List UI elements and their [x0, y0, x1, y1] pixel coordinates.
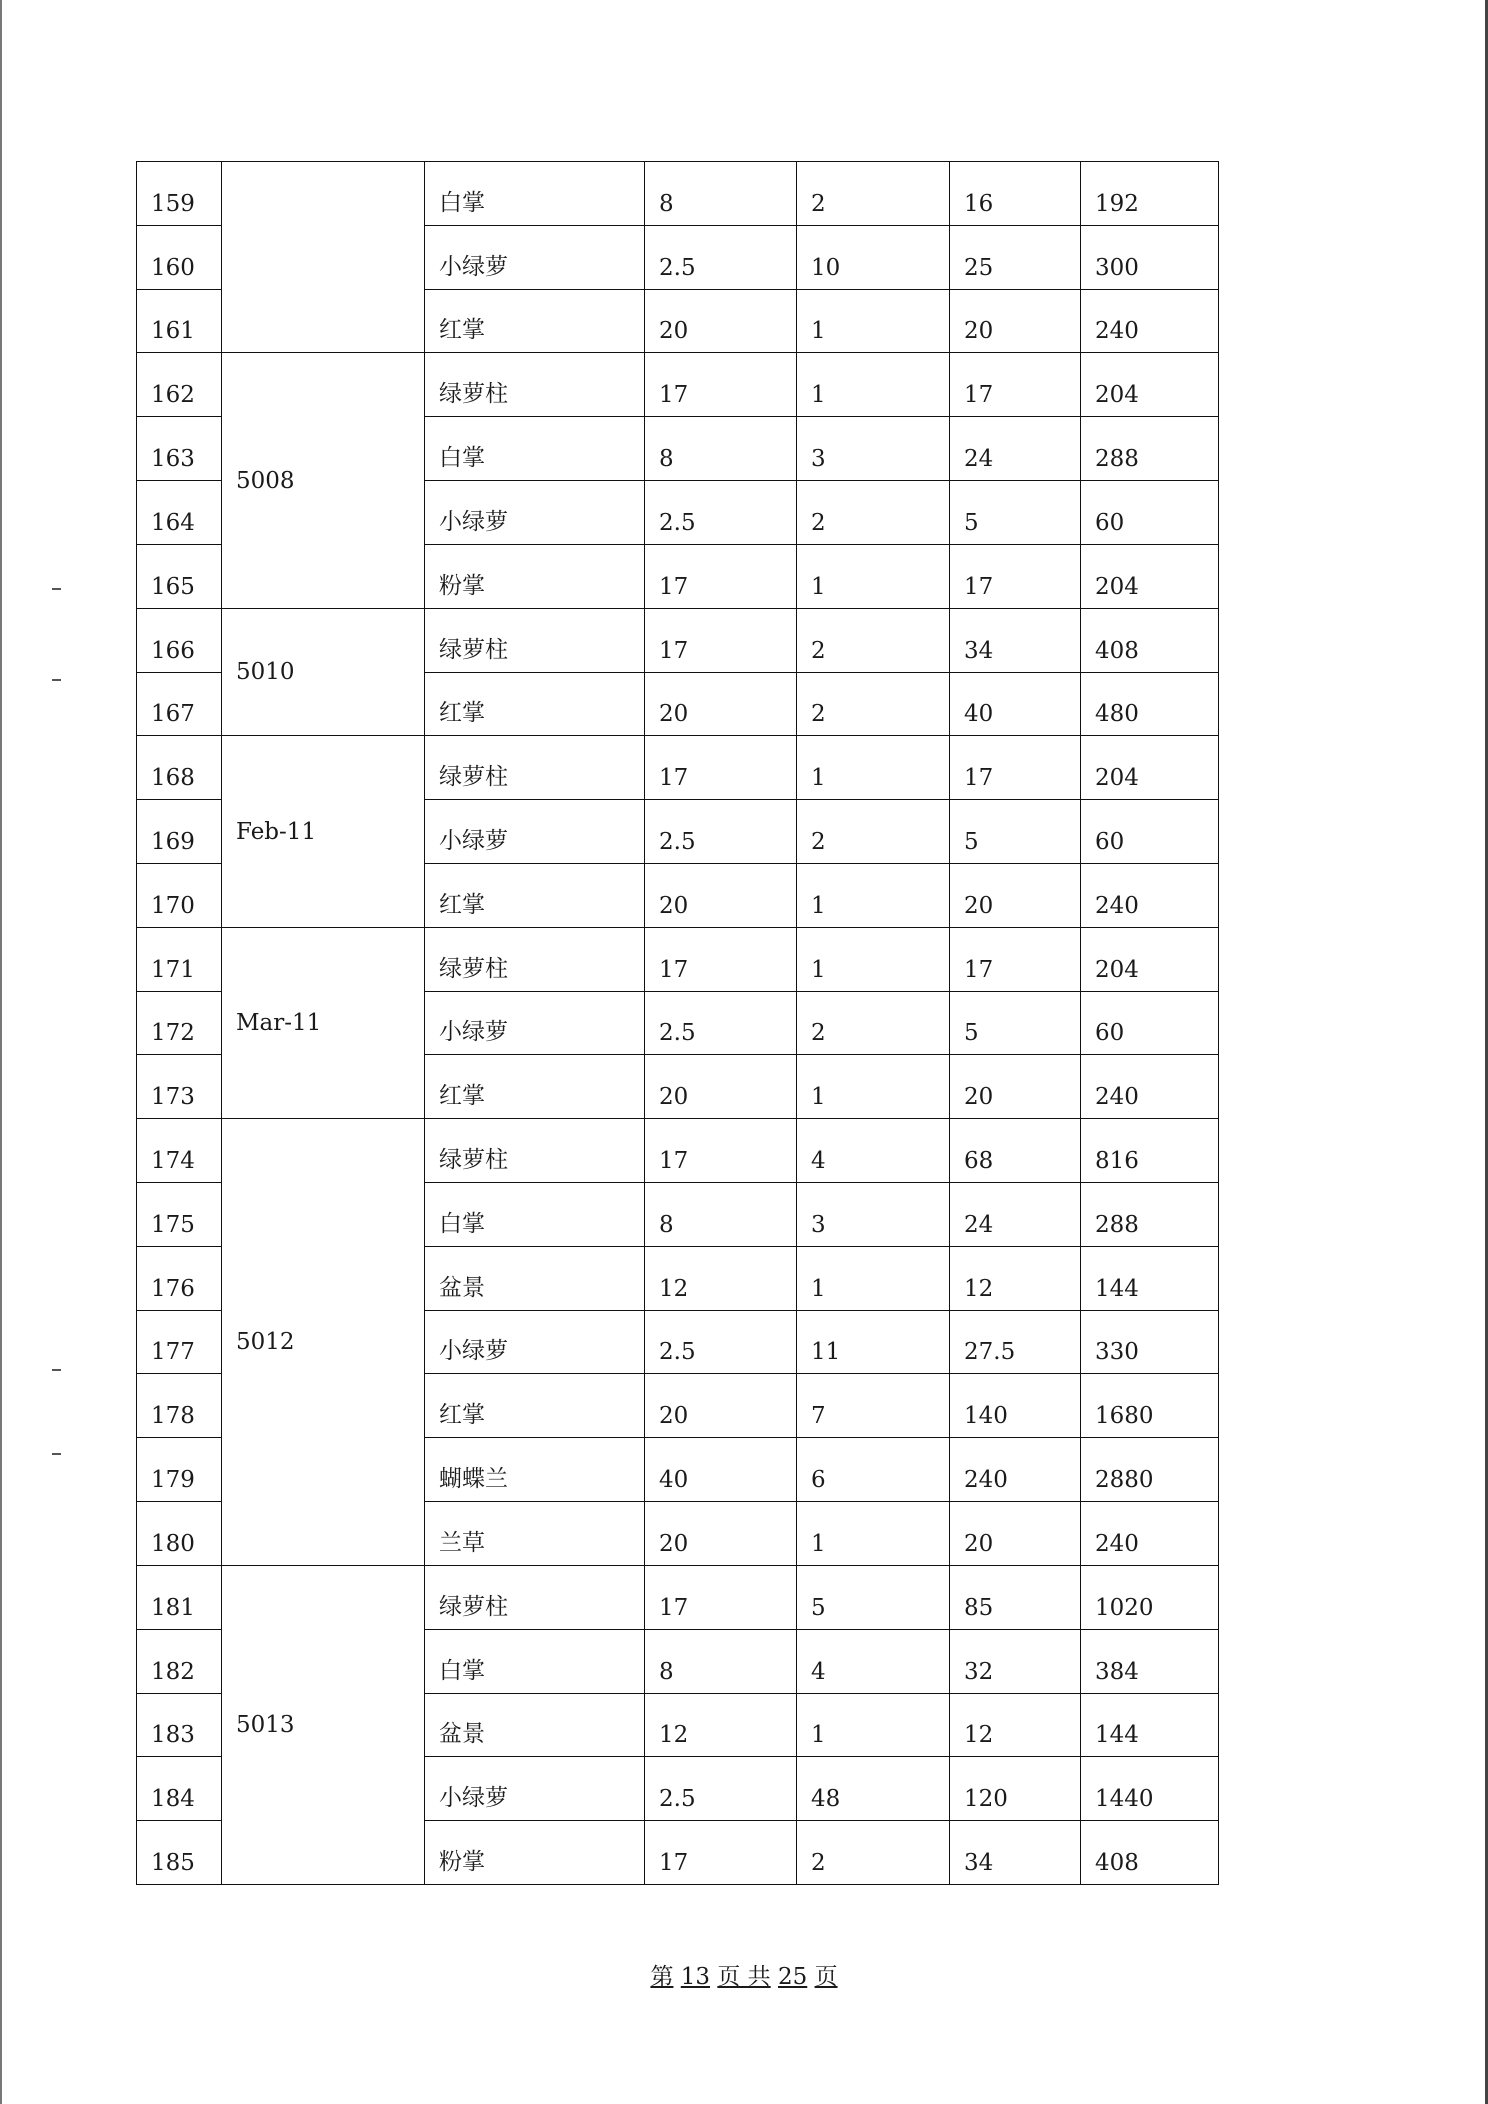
row-number-cell: 168	[137, 736, 222, 800]
row-number-cell: 185	[137, 1821, 222, 1885]
table-body	[137, 162, 1219, 1885]
unit-price-cell: 12	[645, 1693, 797, 1757]
quantity-cell: 2	[797, 991, 950, 1055]
total-cell: 60	[1081, 991, 1219, 1055]
quantity-cell: 2	[797, 1821, 950, 1885]
scan-mark	[52, 588, 61, 590]
quantity-cell: 2	[797, 800, 950, 864]
item-name-cell: 白掌	[425, 1629, 645, 1693]
scan-mark	[52, 1369, 61, 1371]
subtotal-cell: 24	[950, 417, 1081, 481]
quantity-cell: 48	[797, 1757, 950, 1821]
group-code-cell: Mar-11	[222, 927, 425, 1118]
unit-price-cell: 17	[645, 927, 797, 991]
row-number-cell: 173	[137, 1055, 222, 1119]
row-number-cell: 179	[137, 1438, 222, 1502]
total-cell: 1020	[1081, 1565, 1219, 1629]
total-cell: 240	[1081, 1055, 1219, 1119]
total-cell: 204	[1081, 927, 1219, 991]
quantity-cell: 1	[797, 544, 950, 608]
quantity-cell: 1	[797, 736, 950, 800]
subtotal-cell: 17	[950, 927, 1081, 991]
item-name-cell: 红掌	[425, 863, 645, 927]
item-name-cell: 蝴蝶兰	[425, 1438, 645, 1502]
row-number-cell: 177	[137, 1310, 222, 1374]
unit-price-cell: 8	[645, 162, 797, 226]
subtotal-cell: 24	[950, 1183, 1081, 1247]
total-cell: 144	[1081, 1693, 1219, 1757]
unit-price-cell: 20	[645, 289, 797, 353]
unit-price-cell: 2.5	[645, 991, 797, 1055]
item-name-cell: 白掌	[425, 417, 645, 481]
subtotal-cell: 85	[950, 1565, 1081, 1629]
unit-price-cell: 2.5	[645, 1310, 797, 1374]
row-number-cell: 184	[137, 1757, 222, 1821]
quantity-cell: 10	[797, 225, 950, 289]
row-number-cell: 181	[137, 1565, 222, 1629]
subtotal-cell: 12	[950, 1246, 1081, 1310]
row-number-cell: 159	[137, 162, 222, 226]
quantity-cell: 1	[797, 353, 950, 417]
subtotal-cell: 20	[950, 1055, 1081, 1119]
scan-mark	[52, 679, 61, 681]
quantity-cell: 2	[797, 481, 950, 545]
row-number-cell: 176	[137, 1246, 222, 1310]
unit-price-cell: 40	[645, 1438, 797, 1502]
subtotal-cell: 5	[950, 991, 1081, 1055]
unit-price-cell: 20	[645, 1502, 797, 1566]
item-table	[136, 161, 1219, 1885]
group-code-cell	[222, 162, 425, 353]
item-name-cell: 小绿萝	[425, 1757, 645, 1821]
quantity-cell: 1	[797, 1246, 950, 1310]
group-code-cell: 5012	[222, 1119, 425, 1566]
item-name-cell: 红掌	[425, 1055, 645, 1119]
total-cell: 1440	[1081, 1757, 1219, 1821]
subtotal-cell: 20	[950, 289, 1081, 353]
item-name-cell: 兰草	[425, 1502, 645, 1566]
total-cell: 480	[1081, 672, 1219, 736]
total-cell: 408	[1081, 608, 1219, 672]
total-cell: 384	[1081, 1629, 1219, 1693]
unit-price-cell: 17	[645, 1119, 797, 1183]
page-left-edge	[0, 0, 2, 2104]
unit-price-cell: 20	[645, 672, 797, 736]
item-name-cell: 小绿萝	[425, 991, 645, 1055]
row-number-cell: 167	[137, 672, 222, 736]
quantity-cell: 3	[797, 417, 950, 481]
unit-price-cell: 17	[645, 608, 797, 672]
quantity-cell: 4	[797, 1629, 950, 1693]
unit-price-cell: 2.5	[645, 800, 797, 864]
table-row	[137, 1119, 1219, 1183]
item-name-cell: 粉掌	[425, 1821, 645, 1885]
item-name-cell: 绿萝柱	[425, 353, 645, 417]
total-cell: 60	[1081, 481, 1219, 545]
quantity-cell: 1	[797, 927, 950, 991]
row-number-cell: 182	[137, 1629, 222, 1693]
total-cell: 144	[1081, 1246, 1219, 1310]
total-cell: 300	[1081, 225, 1219, 289]
total-cell: 2880	[1081, 1438, 1219, 1502]
unit-price-cell: 8	[645, 1629, 797, 1693]
row-number-cell: 171	[137, 927, 222, 991]
quantity-cell: 2	[797, 608, 950, 672]
item-name-cell: 盆景	[425, 1246, 645, 1310]
subtotal-cell: 17	[950, 544, 1081, 608]
subtotal-cell: 16	[950, 162, 1081, 226]
quantity-cell: 2	[797, 162, 950, 226]
subtotal-cell: 40	[950, 672, 1081, 736]
quantity-cell: 1	[797, 1055, 950, 1119]
row-number-cell: 165	[137, 544, 222, 608]
item-name-cell: 绿萝柱	[425, 1565, 645, 1629]
row-number-cell: 170	[137, 863, 222, 927]
subtotal-cell: 25	[950, 225, 1081, 289]
subtotal-cell: 32	[950, 1629, 1081, 1693]
table-row	[137, 927, 1219, 991]
total-cell: 240	[1081, 1502, 1219, 1566]
item-name-cell: 小绿萝	[425, 225, 645, 289]
total-cell: 1680	[1081, 1374, 1219, 1438]
subtotal-cell: 34	[950, 608, 1081, 672]
quantity-cell: 5	[797, 1565, 950, 1629]
scan-mark	[52, 1453, 61, 1455]
item-name-cell: 绿萝柱	[425, 1119, 645, 1183]
footer-suffix: 页	[814, 1964, 838, 1990]
total-cell: 204	[1081, 544, 1219, 608]
item-name-cell: 白掌	[425, 1183, 645, 1247]
item-name-cell: 白掌	[425, 162, 645, 226]
item-name-cell: 小绿萝	[425, 481, 645, 545]
row-number-cell: 161	[137, 289, 222, 353]
total-cell: 60	[1081, 800, 1219, 864]
item-name-cell: 小绿萝	[425, 1310, 645, 1374]
row-number-cell: 175	[137, 1183, 222, 1247]
row-number-cell: 180	[137, 1502, 222, 1566]
item-name-cell: 红掌	[425, 1374, 645, 1438]
group-code-cell: Feb-11	[222, 736, 425, 927]
total-cell: 816	[1081, 1119, 1219, 1183]
quantity-cell: 3	[797, 1183, 950, 1247]
subtotal-cell: 17	[950, 353, 1081, 417]
subtotal-cell: 20	[950, 863, 1081, 927]
subtotal-cell: 5	[950, 800, 1081, 864]
item-name-cell: 盆景	[425, 1693, 645, 1757]
table-row	[137, 1565, 1219, 1629]
row-number-cell: 169	[137, 800, 222, 864]
unit-price-cell: 8	[645, 1183, 797, 1247]
unit-price-cell: 20	[645, 1374, 797, 1438]
quantity-cell: 1	[797, 1502, 950, 1566]
row-number-cell: 162	[137, 353, 222, 417]
page-footer	[0, 1958, 1488, 1991]
unit-price-cell: 20	[645, 1055, 797, 1119]
footer-middle: 页 共	[717, 1964, 771, 1990]
quantity-cell: 2	[797, 672, 950, 736]
total-cell: 240	[1081, 289, 1219, 353]
quantity-cell: 1	[797, 1693, 950, 1757]
footer-total-pages: 25	[777, 1964, 808, 1990]
quantity-cell: 6	[797, 1438, 950, 1502]
item-name-cell: 绿萝柱	[425, 608, 645, 672]
table-row	[137, 736, 1219, 800]
unit-price-cell: 20	[645, 863, 797, 927]
total-cell: 240	[1081, 863, 1219, 927]
subtotal-cell: 140	[950, 1374, 1081, 1438]
footer-prefix: 第	[650, 1964, 674, 1990]
group-code-cell: 5013	[222, 1565, 425, 1884]
unit-price-cell: 2.5	[645, 225, 797, 289]
unit-price-cell: 17	[645, 1821, 797, 1885]
total-cell: 288	[1081, 417, 1219, 481]
row-number-cell: 163	[137, 417, 222, 481]
subtotal-cell: 5	[950, 481, 1081, 545]
total-cell: 408	[1081, 1821, 1219, 1885]
footer-current-page: 13	[680, 1964, 711, 1990]
total-cell: 192	[1081, 162, 1219, 226]
total-cell: 288	[1081, 1183, 1219, 1247]
total-cell: 204	[1081, 353, 1219, 417]
row-number-cell: 178	[137, 1374, 222, 1438]
subtotal-cell: 240	[950, 1438, 1081, 1502]
row-number-cell: 183	[137, 1693, 222, 1757]
quantity-cell: 7	[797, 1374, 950, 1438]
item-name-cell: 绿萝柱	[425, 736, 645, 800]
quantity-cell: 1	[797, 863, 950, 927]
unit-price-cell: 8	[645, 417, 797, 481]
row-number-cell: 166	[137, 608, 222, 672]
total-cell: 330	[1081, 1310, 1219, 1374]
item-name-cell: 红掌	[425, 672, 645, 736]
group-code-cell: 5010	[222, 608, 425, 736]
row-number-cell: 172	[137, 991, 222, 1055]
unit-price-cell: 2.5	[645, 1757, 797, 1821]
group-code-cell: 5008	[222, 353, 425, 608]
unit-price-cell: 17	[645, 544, 797, 608]
unit-price-cell: 17	[645, 1565, 797, 1629]
subtotal-cell: 27.5	[950, 1310, 1081, 1374]
row-number-cell: 164	[137, 481, 222, 545]
row-number-cell: 160	[137, 225, 222, 289]
unit-price-cell: 12	[645, 1246, 797, 1310]
subtotal-cell: 20	[950, 1502, 1081, 1566]
unit-price-cell: 17	[645, 736, 797, 800]
total-cell: 204	[1081, 736, 1219, 800]
table-row	[137, 353, 1219, 417]
subtotal-cell: 12	[950, 1693, 1081, 1757]
item-name-cell: 红掌	[425, 289, 645, 353]
subtotal-cell: 68	[950, 1119, 1081, 1183]
row-number-cell: 174	[137, 1119, 222, 1183]
table-row	[137, 608, 1219, 672]
quantity-cell: 11	[797, 1310, 950, 1374]
item-name-cell: 绿萝柱	[425, 927, 645, 991]
unit-price-cell: 17	[645, 353, 797, 417]
item-name-cell: 粉掌	[425, 544, 645, 608]
table-row	[137, 162, 1219, 226]
quantity-cell: 1	[797, 289, 950, 353]
subtotal-cell: 120	[950, 1757, 1081, 1821]
quantity-cell: 4	[797, 1119, 950, 1183]
item-name-cell: 小绿萝	[425, 800, 645, 864]
unit-price-cell: 2.5	[645, 481, 797, 545]
subtotal-cell: 17	[950, 736, 1081, 800]
subtotal-cell: 34	[950, 1821, 1081, 1885]
